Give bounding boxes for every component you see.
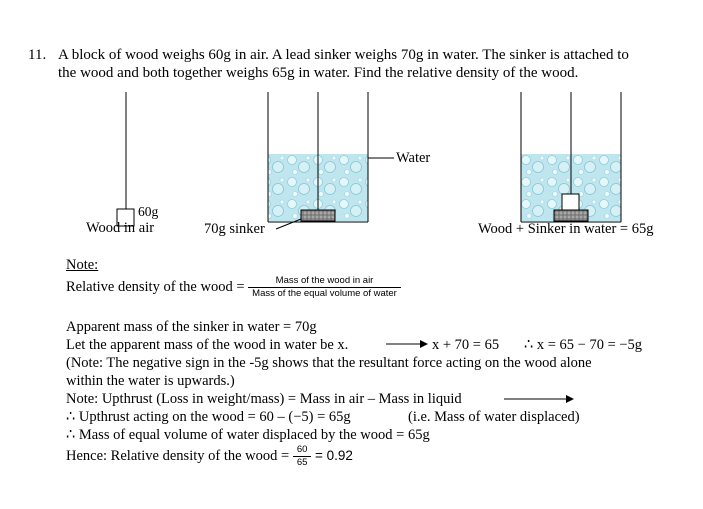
solution-line-2-eq2: ∴ x = 65 − 70 = −5g xyxy=(524,337,643,353)
solution-line-7: ∴ Mass of equal volume of water displaced by the wood = 65g xyxy=(66,427,430,443)
final-fraction xyxy=(293,444,312,469)
sinker-1 xyxy=(301,210,335,221)
solution-line-3: (Note: The negative sign in the -5g shows that the resultant force acting on the wood alone xyxy=(66,355,592,371)
solution-line-6-note: (i.e. Mass of water displaced) xyxy=(408,409,580,425)
rd-denominator: Mass of the equal volume of water xyxy=(248,287,401,300)
rd-fraction xyxy=(248,275,401,300)
final-denominator: 65 xyxy=(293,456,312,469)
wood-weight-label: 60g xyxy=(138,204,159,219)
question-line-2: the wood and both together weighs 65g in water. Find the relative density of the wood. xyxy=(58,65,579,81)
solution-line-2: Let the apparent mass of the wood in water be x. xyxy=(66,337,349,353)
note-heading: Note: xyxy=(66,257,99,273)
sinker-label: 70g sinker xyxy=(204,221,265,237)
wood-block-water xyxy=(562,194,579,210)
relative-density-formula xyxy=(66,272,401,302)
solution-line-5: Note: Upthrust (Loss in weight/mass) = Mass in air – Mass in liquid xyxy=(66,391,462,407)
final-result: = 0.92 xyxy=(315,448,353,463)
solution-line-8 xyxy=(66,440,353,472)
solution-line-4: within the water is upwards.) xyxy=(66,373,235,389)
solution-line-2-eq1: x + 70 = 65 xyxy=(432,337,500,353)
question-line-1: A block of wood weighs 60g in air. A lead sinker weighs 70g in water. The sinker is attached to xyxy=(58,47,629,63)
combined-label: Wood + Sinker in water = 65g xyxy=(478,221,654,237)
rd-numerator: Mass of the wood in air xyxy=(275,275,374,287)
final-numerator: 60 xyxy=(296,444,308,456)
water-label: Water xyxy=(396,150,431,166)
final-lhs: Hence: Relative density of the wood = xyxy=(66,448,290,464)
rd-lhs: Relative density of the wood = xyxy=(66,279,245,295)
question-number: 11. xyxy=(28,47,47,63)
solution-line-1: Apparent mass of the sinker in water = 70g xyxy=(66,319,317,335)
wood-in-air-label: Wood in air xyxy=(86,220,155,236)
solution-line-6: ∴ Upthrust acting on the wood = 60 – (−5) = 65g xyxy=(66,409,351,425)
